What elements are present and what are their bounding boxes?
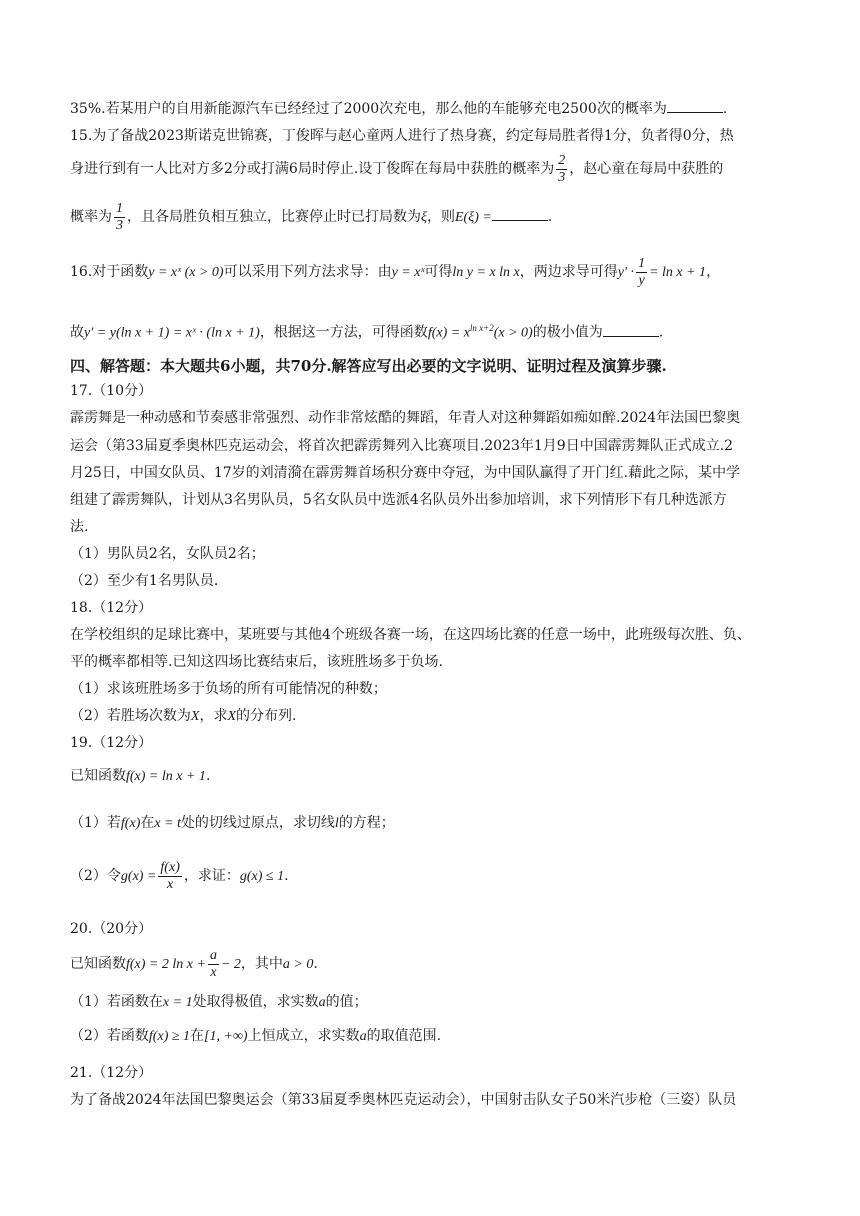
math: y′ · (617, 265, 635, 280)
math: g(x) = (120, 869, 157, 884)
text: . (205, 768, 211, 784)
text: ，则 (427, 209, 455, 225)
text: 16.对于函数 (70, 264, 149, 280)
text: ，根据这一方法，可得函数 (259, 324, 428, 341)
q17-part-1: （1）男队员2名，女队员2名； (70, 546, 265, 562)
fraction-f-over-x: $\frac{f(x)}{x}$ (160, 859, 180, 892)
text: . (547, 209, 553, 225)
q19-part-1 (70, 813, 395, 834)
math-expectation: E(ξ) = (455, 210, 492, 225)
math: f(x) = 2 ln x + (126, 957, 206, 972)
math: y = xˣ (391, 265, 425, 280)
text: 上恒成立，求实数 (247, 1028, 360, 1044)
math: f(x) (120, 816, 141, 831)
text: . (658, 324, 664, 341)
fraction-one-third: $\frac{1}{3}$ (116, 200, 123, 233)
text: （1）若 (70, 815, 121, 831)
text: 的方程； (338, 815, 395, 831)
math: l (334, 816, 339, 831)
text: 的极小值为 (532, 324, 603, 341)
math: X (227, 709, 237, 724)
math: a (318, 995, 326, 1010)
math: X (190, 709, 200, 724)
text: . (722, 101, 728, 117)
text: 概率为 (70, 209, 112, 225)
text: 在 (190, 1028, 205, 1044)
q21-header: 21.（12分） (70, 1065, 153, 1081)
fraction-two-thirds: $\frac{2}{3}$ (558, 152, 566, 185)
text: ，且各局胜负相互独立，比赛停止时已打局数为 (127, 209, 421, 225)
text: ，其中 (240, 956, 283, 972)
q14-tail-line (70, 98, 727, 119)
answer-blank (667, 98, 723, 113)
math: x = t (154, 816, 181, 831)
q15-line-2 (70, 152, 723, 186)
math: y = xˣ (x > 0) (148, 265, 224, 280)
text: 的值； (325, 994, 368, 1010)
math-xi: ξ (421, 210, 427, 225)
q17-text-4: 组建了霹雳舞队，计划从3名男队员，5名女队员中选派4名队员外出参加培训，求下列情形下有几种选派方 (70, 492, 727, 508)
q17-text-1: 霹雳舞是一种动感和节奏感非常强烈、动作非常炫酷的舞蹈，年青人对这种舞蹈如痴如醉.2024年法国巴黎奥 (70, 410, 741, 426)
math: f(x) ≥ 1 (148, 1029, 191, 1044)
q20-part-1 (70, 992, 368, 1013)
math-exponent: ln x+2 (469, 323, 494, 333)
text: ，两边求导可得 (519, 264, 618, 280)
q16-line-2 (70, 316, 663, 346)
q20-part-2 (70, 1026, 441, 1047)
math: [1, +∞) (204, 1029, 248, 1044)
q15-line-3 (70, 200, 552, 235)
section-four-heading: 四、解答题：本大题共6小题，共70分.解答应写出必要的文字说明、证明过程及演算步骤. (70, 357, 667, 375)
math: (x > 0) (493, 325, 533, 341)
math: a (359, 1029, 367, 1044)
q18-part-2 (70, 706, 297, 727)
q18-text-1: 在学校组织的足球比赛中，某班要与其他4个班级各赛一场，在这四场比赛的任意一场中，此班级每次胜、负、 (70, 627, 751, 643)
text: 身进行到有一人比对方多2分或打满6局时停止.设丁俊晖在每局中获胜的概率为 (70, 161, 555, 177)
q17-text-2: 运会（第33届夏季奥林匹克运动会，将首次把霹雳舞列入比赛项目.2023年1月9日中国霹雳舞队正式成立.2 (70, 438, 734, 454)
text: 处的切线过原点，求切线 (180, 815, 335, 831)
text: ，赵心童在每局中获胜的 (569, 161, 724, 177)
fraction-a-over-x: $\frac{a}{x}$ (209, 947, 217, 980)
q17-header: 17.（10分） (70, 383, 153, 399)
q17-part-2: （2）至少有1名男队员. (70, 573, 219, 589)
q19-header: 19.（12分） (70, 735, 153, 751)
q15-line-1 (70, 126, 734, 146)
math: x = 1 (162, 995, 193, 1010)
text: 15.为了备战2023斯诺克世锦赛，丁俊晖与赵心童两人进行了热身赛，约定每局胜者得1分，负者得0分，热 (70, 128, 734, 144)
text: . (313, 956, 318, 972)
q17-text-5: 法. (70, 519, 89, 535)
q16-line-1 (70, 255, 720, 290)
answer-blank (603, 322, 659, 337)
math: f(x) = x (427, 325, 470, 341)
q18-header: 18.（12分） (70, 600, 153, 616)
math: ln y = x ln x (452, 265, 520, 280)
text: 已知函数 (70, 768, 126, 784)
q18-text-2: 平的概率都相等.已知这四场比赛结束后，该班胜场多于负场. (70, 654, 443, 670)
text: （1）若函数在 (70, 994, 163, 1010)
text: （2）若胜场次数为 (70, 708, 191, 724)
math: a > 0 (282, 957, 314, 972)
text: 可得 (424, 264, 453, 280)
text: ， (706, 264, 721, 280)
math: = ln x + 1 (649, 265, 707, 280)
text: ，求 (199, 708, 228, 724)
text: 故 (70, 324, 84, 341)
text: . (284, 868, 289, 884)
math: − 2 (220, 957, 241, 972)
q17-text-3: 月25日，中国女队员、17岁的刘清漪在霹雳舞首场积分赛中夺冠，为中国队赢得了开门红.藉此之际，某中学 (70, 465, 741, 481)
math: y′ = y(ln x + 1) = xˣ · (ln x + 1) (84, 325, 260, 341)
q18-part-1: （1）求该班胜场多于负场的所有可能情况的种数； (70, 681, 387, 697)
fraction-one-over-y: $\frac{1}{y}$ (638, 255, 646, 288)
text: ，求证： (183, 868, 240, 884)
answer-blank (492, 206, 548, 221)
text: 35%.若某用户的自用新能源汽车已经经过了2000次充电，那么他的车能够充电2500次的概率为 (70, 101, 667, 117)
text: 的分布列. (236, 708, 297, 724)
math: f(x) = ln x + 1 (126, 769, 206, 784)
q20-text-1 (70, 947, 318, 982)
text: 处取得极值，求实数 (192, 994, 319, 1010)
math: g(x) ≤ 1 (239, 869, 285, 884)
text: （2）若函数 (70, 1028, 149, 1044)
text: 可以采用下列方法求导：由 (223, 264, 392, 280)
text: （2）令 (70, 868, 121, 884)
q21-text-1: 为了备战2024年法国巴黎奥运会（第33届夏季奥林匹克运动会），中国射击队女子50米汽步枪（三姿）队员 (70, 1092, 737, 1108)
text: 在 (140, 815, 155, 831)
q19-part-2 (70, 859, 289, 894)
text: 的取值范围. (366, 1028, 442, 1044)
q20-header: 20.（20分） (70, 921, 153, 937)
text: 已知函数 (70, 956, 126, 972)
q19-text-1 (70, 766, 210, 787)
